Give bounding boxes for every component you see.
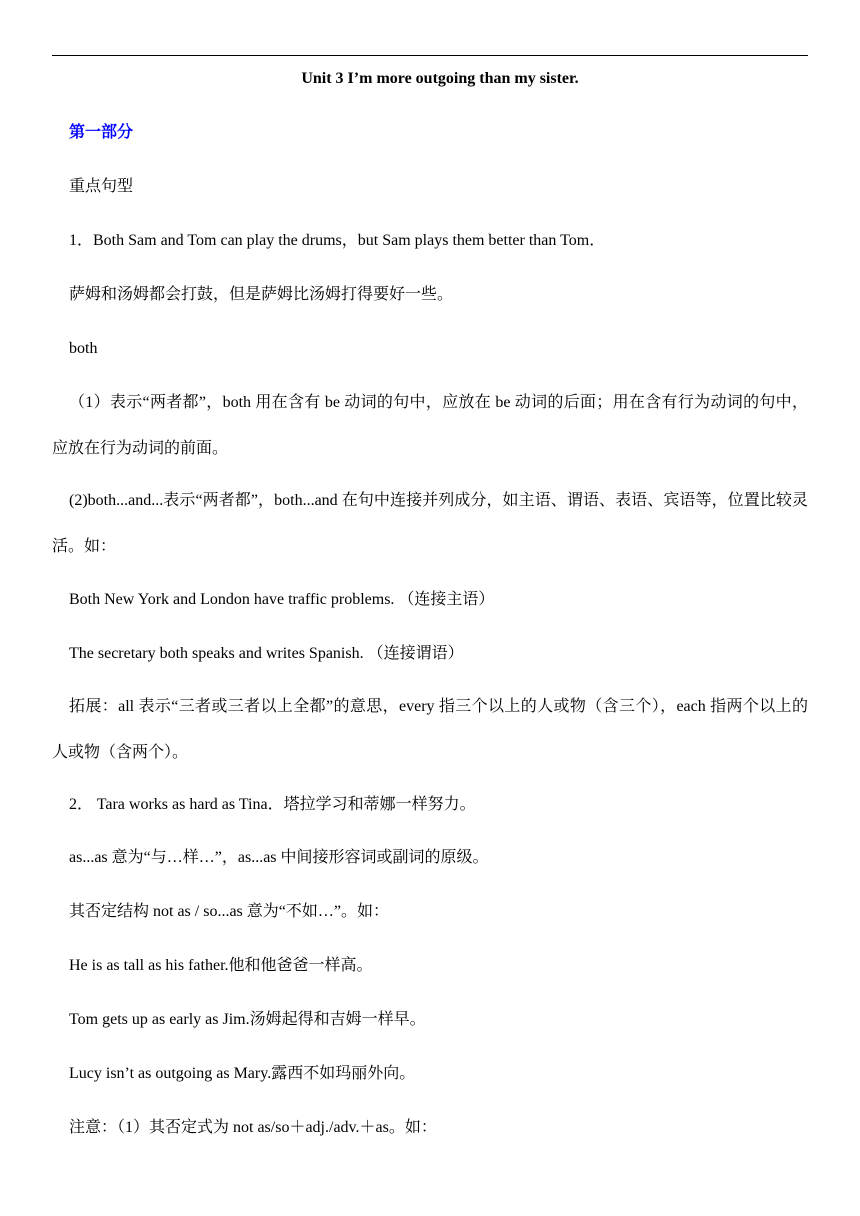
paragraph: 2． Tara works as hard as Tina．塔拉学习和蒂娜一样努力。 bbox=[69, 796, 476, 813]
example-sentence: Tom gets up as early as Jim.汤姆起得和吉姆一样早。 bbox=[69, 1011, 426, 1028]
paragraph: 1．Both Sam and Tom can play the drums，but Sam plays them better than Tom． bbox=[69, 232, 606, 249]
subheading: 重点句型 bbox=[69, 178, 134, 195]
document-title: Unit 3 I’m more outgoing than my sister. bbox=[301, 70, 579, 87]
header-rule bbox=[52, 55, 808, 56]
example-sentence: Both New York and London have traffic problems. （连接主语） bbox=[69, 591, 495, 608]
paragraph: 注意：（1）其否定式为 not as/so＋adj./adv.＋as。如： bbox=[69, 1119, 437, 1136]
paragraph: both bbox=[69, 340, 98, 357]
paragraph: (2)both...and...表示“两者都”，both...and 在句中连接并列成分，如主语、谓语、表语、宾语等，位置比较灵活。如： bbox=[52, 492, 808, 555]
paragraph: 萨姆和汤姆都会打鼓，但是萨姆比汤姆打得要好一些。 bbox=[69, 286, 454, 303]
example-sentence: Lucy isn’t as outgoing as Mary.露西不如玛丽外向。 bbox=[69, 1065, 416, 1082]
paragraph: as...as 意为“与…样…”，as...as 中间接形容词或副词的原级。 bbox=[69, 849, 489, 866]
paragraph: 其否定结构 not as / so...as 意为“不如…”。如： bbox=[69, 903, 389, 920]
example-sentence: The secretary both speaks and writes Spanish. （连接谓语） bbox=[69, 645, 464, 662]
paragraph: （1）表示“两者都”，both 用在含有 be 动词的句中，应放在 be 动词的后面；用在含有行为动词的句中，应放在行为动词的前面。 bbox=[52, 394, 808, 457]
example-sentence: He is as tall as his father.他和他爸爸一样高。 bbox=[69, 957, 373, 974]
section-heading: 第一部分 bbox=[69, 124, 134, 141]
paragraph: 拓展：all 表示“三者或三者以上全都”的意思，every 指三个以上的人或物（含三个），each 指两个以上的人或物（含两个）。 bbox=[52, 698, 808, 761]
